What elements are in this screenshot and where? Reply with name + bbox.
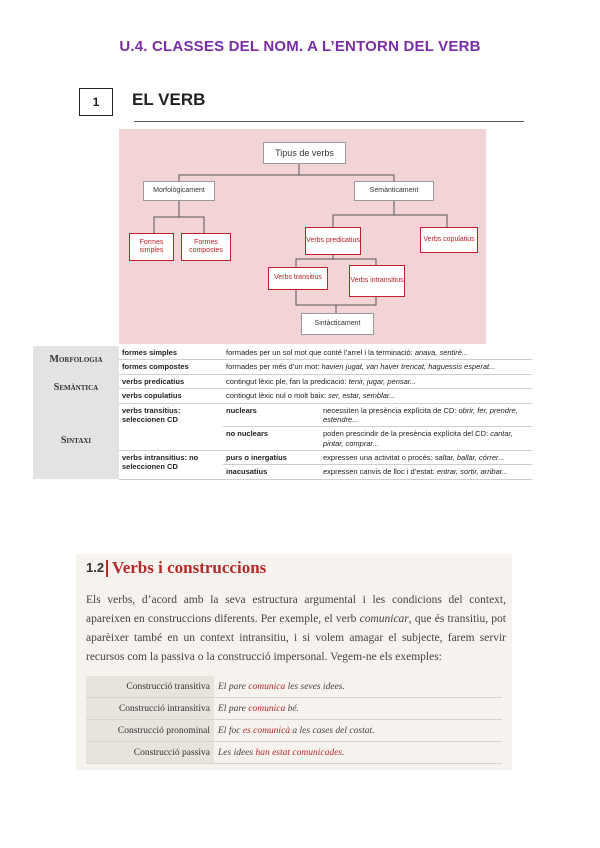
table-row [86,720,502,742]
construction-example: Les idees han estat comunicades. [214,742,502,764]
diagram-node-formes-compostes: Formes compostes [181,233,231,261]
table-row [33,374,532,388]
desc-nuclears: necessiten la presència explícita de CD: obrir, fer, prendre, estendre... [320,403,532,427]
diagram-node-morfologicament: Morfològicament [143,181,215,201]
section-1-2 [76,554,512,770]
section-underline [134,121,524,122]
section-1-2-divider [106,560,108,577]
term-verbs-copulatius: verbs copulatius [119,389,223,403]
diagram-node-sintacticament: Sintàcticament [301,313,374,335]
category-semantica: Semàntica [33,374,119,403]
term-purs: purs o inergatius [223,451,320,465]
diagram-node-verbs-copulatius: Verbs copulatius [420,227,478,253]
desc-no-nuclears: poden prescindir de la presència explícita del CD: cantar, pintar, comprar... [320,427,532,451]
grammar-table [33,346,532,480]
page-title: U.4. CLASSES DEL NOM. A L’ENTORN DEL VERB [119,38,481,55]
desc-verbs-copulatius: contingut lèxic nul o molt baix: ser, estar, semblar... [223,389,532,403]
term-no-nuclears: no nuclears [223,427,320,451]
term-intransitius: verbs intransitius: no seleccionen CD [119,451,223,480]
verb-types-diagram [119,129,486,344]
term-transitius: verbs transitius: seleccionen CD [119,403,223,451]
construction-name: Construcció pronominal [86,720,214,742]
table-row [33,346,532,360]
diagram-node-root: Tipus de verbs [263,142,346,164]
term-verbs-predicatius: verbs predicatius [119,374,223,388]
category-morfologia: Morfologia [33,346,119,374]
diagram-node-verbs-transitius: Verbs transitius [268,267,328,290]
construction-name: Construcció intransitiva [86,698,214,720]
construction-example: El foc es comunicà a les cases del costat. [214,720,502,742]
term-formes-compostes: formes compostes [119,360,223,374]
desc-inacusatius: expressen canvis de lloc i d’estat: entrar, sortir, arribar... [320,465,532,479]
section-1-2-title: Verbs i construccions [112,558,267,577]
diagram-node-verbs-intransitius: Verbs intransitius [349,265,405,297]
construction-example: El pare comunica les seves idees. [214,676,502,698]
desc-verbs-predicatius: contingut lèxic ple, fan la predicació: tenir, jugar, pensar... [223,374,532,388]
table-row [86,742,502,764]
term-nuclears: nuclears [223,403,320,427]
diagram-node-formes-simples: Formes simples [129,233,174,261]
diagram-node-verbs-predicatius: Verbs predicatius [305,227,361,255]
table-row [86,676,502,698]
section-1-2-paragraph: Els verbs, d’acord amb la seva estructura argumental i les condicions del context, apareixen en construccions diferents. Per exemple, el verb comunicar, que és transitiu, pot aparèixer també en un context intransitiu, i si volem amagar el subjecte, farem servir recursos com la passiva o la construcció impersonal. Vegem-ne els exemples: [86,594,507,663]
construction-name: Construcció passiva [86,742,214,764]
desc-formes-simples: formades per un sol mot que conté l’arrel i la terminació: anava, sentiré... [223,346,532,360]
term-formes-simples: formes simples [119,346,223,360]
section-title: EL VERB [132,90,206,109]
table-row [86,698,502,720]
diagram-node-semanticament: Semànticament [354,181,434,201]
category-sintaxi: Sintaxi [33,403,119,479]
desc-purs: expressen una activitat o procés: saltar, ballar, córrer... [320,451,532,465]
desc-formes-compostes: formades per més d’un mot: havien jugat, van haver trencat, haguessis esperat... [223,360,532,374]
construction-example: El pare comunica bé. [214,698,502,720]
section-number-box: 1 [79,88,113,116]
term-inacusatius: inacusatius [223,465,320,479]
table-row [33,403,532,427]
constructions-table [86,676,502,764]
construction-name: Construcció transitiva [86,676,214,698]
section-1-2-number: 1.2 [86,560,105,575]
